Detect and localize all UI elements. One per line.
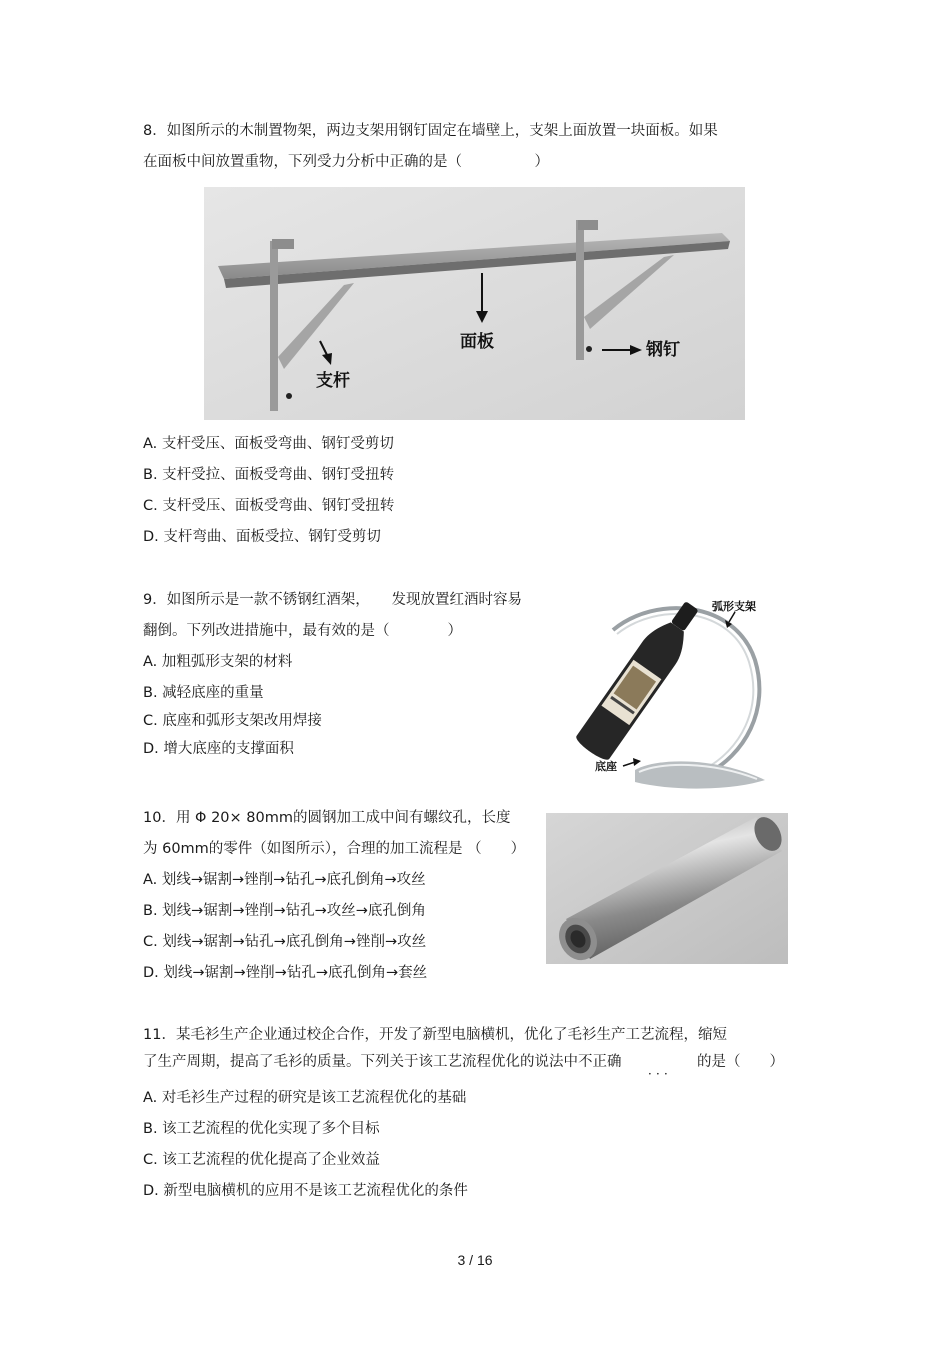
q11-emphasis-dots: ．．． bbox=[648, 1063, 679, 1077]
q11-stem-line2b: 的是（ ） bbox=[697, 1054, 784, 1070]
q8-option-b: B. 支杆受拉、面板受弯曲、钢钉受扭转 bbox=[143, 467, 395, 483]
q11-stem-line2a: 了生产周期，提高了毛衫的质量。下列关于该工艺流程优化的说法中不正确 bbox=[143, 1054, 622, 1070]
q9-option-b: B. 减轻底座的重量 bbox=[143, 685, 264, 701]
q8-option-a: A. 支杆受压、面板受弯曲、钢钉受剪切 bbox=[143, 436, 394, 452]
q9-stem-line1: 9．如图所示是一款不锈钢红酒架， 发现放置红酒时容易 bbox=[143, 592, 522, 608]
q8-option-c: C. 支杆受压、面板受弯曲、钢钉受扭转 bbox=[143, 498, 395, 514]
q9-option-d: D. 增大底座的支撑面积 bbox=[143, 741, 294, 757]
q9-stem-line2: 翻倒。下列改进措施中，最有效的是（ ） bbox=[143, 623, 462, 639]
q11-option-c: C. 该工艺流程的优化提高了企业效益 bbox=[143, 1152, 380, 1168]
q10-option-d: D. 划线→锯割→锉削→钻孔→底孔倒角→套丝 bbox=[143, 965, 428, 981]
label-nail: 钢钉 bbox=[646, 340, 680, 360]
shelf-figure bbox=[204, 187, 745, 420]
q8-stem-line1: 8．如图所示的木制置物架，两边支架用钢钉固定在墙壁上，支架上面放置一块面板。如果 bbox=[143, 123, 718, 139]
wine-rack-figure bbox=[565, 590, 785, 797]
label-panel: 面板 bbox=[460, 332, 494, 352]
label-base: 底座 bbox=[595, 760, 617, 773]
page-number: 3 / 16 bbox=[457, 1252, 493, 1268]
q10-option-b: B. 划线→锯割→锉削→钻孔→攻丝→底孔倒角 bbox=[143, 903, 426, 919]
label-arc-bracket: 弧形支架 bbox=[712, 600, 756, 613]
q11-option-a: A. 对毛衫生产过程的研究是该工艺流程优化的基础 bbox=[143, 1090, 467, 1106]
q11-stem-line1: 11．某毛衫生产企业通过校企合作，开发了新型电脑横机，优化了毛衫生产工艺流程，缩短 bbox=[143, 1027, 727, 1043]
q11-option-d: D. 新型电脑横机的应用不是该工艺流程优化的条件 bbox=[143, 1183, 468, 1199]
q10-option-a: A. 划线→锯割→锉削→钻孔→底孔倒角→攻丝 bbox=[143, 872, 426, 888]
q9-option-c: C. 底座和弧形支架改用焊接 bbox=[143, 713, 322, 729]
q8-stem-line2: 在面板中间放置重物，下列受力分析中正确的是（ ） bbox=[143, 154, 549, 170]
q10-stem-line1: 10．用 Φ 20× 80mm的圆钢加工成中间有螺纹孔，长度 bbox=[143, 810, 511, 826]
q10-option-c: C. 划线→锯割→钻孔→底孔倒角→锉削→攻丝 bbox=[143, 934, 427, 950]
q11-option-b: B. 该工艺流程的优化实现了多个目标 bbox=[143, 1121, 380, 1137]
steel-part-figure bbox=[546, 813, 788, 964]
q10-stem-line2: 为 60mm的零件（如图所示），合理的加工流程是 （ ） bbox=[143, 841, 526, 857]
label-rod: 支杆 bbox=[316, 371, 350, 391]
q9-option-a: A. 加粗弧形支架的材料 bbox=[143, 654, 293, 670]
q8-option-d: D. 支杆弯曲、面板受拉、钢钉受剪切 bbox=[143, 529, 381, 545]
